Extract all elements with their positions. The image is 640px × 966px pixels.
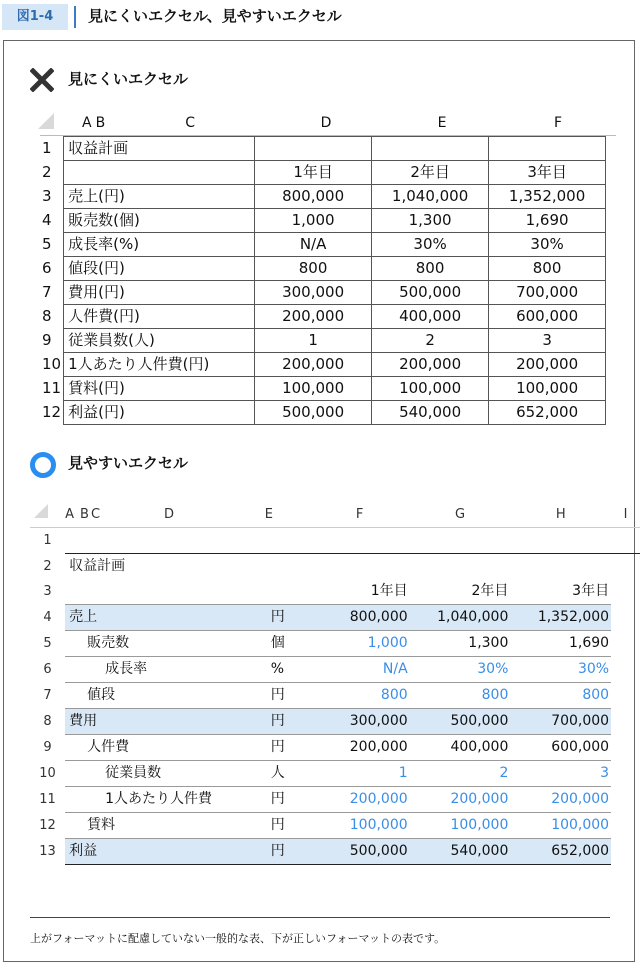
value-cell: 100,000 [510, 813, 611, 839]
table-row [30, 683, 640, 709]
value-cell-d: 200,000 [255, 305, 372, 329]
row-number: 3 [42, 187, 52, 205]
row-label: 従業員数 [65, 761, 265, 787]
bad-spreadsheet [40, 112, 616, 425]
table-row [40, 401, 606, 425]
value-cell-d: 300,000 [255, 281, 372, 305]
value-cell: 1,040,000 [410, 605, 511, 631]
unit-cell: 円 [265, 787, 310, 813]
blank-cell [65, 579, 265, 605]
col-header-d: D [268, 112, 384, 136]
value-cell-f: 652,000 [489, 401, 606, 425]
bad-section-heading: 見にくいエクセル [68, 70, 189, 88]
row-number: 7 [42, 283, 52, 301]
row-label: 1人あたり人件費 [65, 787, 265, 813]
value-cell: N/A [310, 657, 410, 683]
table-row [30, 813, 640, 839]
good-spreadsheet [30, 502, 640, 865]
figure-header [0, 0, 640, 30]
value-cell: 300,000 [310, 709, 410, 735]
circle-icon [30, 452, 56, 478]
row-number: 5 [43, 636, 52, 651]
table-row [40, 185, 606, 209]
table-row [40, 305, 606, 329]
row-label: 成長率 [65, 657, 265, 683]
row-number: 8 [43, 714, 52, 729]
table-row [30, 709, 640, 735]
value-cell: 700,000 [510, 709, 611, 735]
column-header-row [40, 112, 616, 136]
row-number: 9 [42, 331, 52, 349]
col-header-f: F [500, 112, 616, 136]
table-row [30, 528, 640, 554]
table-row [30, 657, 640, 683]
blank-cell [611, 683, 640, 709]
table-row [40, 257, 606, 281]
row-label: 利益 [65, 839, 265, 865]
value-cell: 3 [510, 761, 611, 787]
unit-cell: 円 [265, 709, 310, 735]
table-row [30, 761, 640, 787]
row-label-cell: 利益(円) [64, 401, 255, 425]
value-cell-e: 2年目 [372, 161, 489, 185]
value-cell: 800 [310, 683, 410, 709]
cross-icon [30, 68, 54, 92]
header-divider [74, 6, 76, 28]
value-cell: 2 [410, 761, 511, 787]
value-cell: 30% [410, 657, 511, 683]
row-label-cell: 賃料(円) [64, 377, 255, 401]
value-cell: 200,000 [310, 787, 410, 813]
blank-cell [611, 579, 640, 605]
value-cell: 1,352,000 [510, 605, 611, 631]
row-label-cell: 成長率(%) [64, 233, 255, 257]
row-number: 11 [42, 379, 62, 397]
value-cell: 200,000 [310, 735, 410, 761]
blank-cell [611, 631, 640, 657]
value-cell-e: 100,000 [372, 377, 489, 401]
table-row [30, 839, 640, 865]
row-label-cell: 売上(円) [64, 185, 255, 209]
table-row [40, 161, 606, 185]
table-row [30, 735, 640, 761]
year-header: 1年目 [310, 579, 410, 605]
blank-cell [611, 787, 640, 813]
blank-cell [611, 735, 640, 761]
value-cell-f: 1,690 [489, 209, 606, 233]
table-row [30, 605, 640, 631]
value-cell: 30% [510, 657, 611, 683]
row-label: 賃料 [65, 813, 265, 839]
row-number: 11 [39, 792, 56, 807]
value-cell: 400,000 [410, 735, 511, 761]
value-cell-e: 500,000 [372, 281, 489, 305]
row-number: 10 [42, 355, 62, 373]
good-section-heading: 見やすいエクセル [68, 454, 189, 472]
row-number: 10 [39, 766, 56, 781]
row-label-cell: 人件費(円) [64, 305, 255, 329]
column-header-row [30, 502, 640, 528]
year-header: 2年目 [410, 579, 511, 605]
blank-cell [611, 709, 640, 735]
value-cell-f: 600,000 [489, 305, 606, 329]
value-cell-e: 400,000 [372, 305, 489, 329]
value-cell-e: 800 [372, 257, 489, 281]
table-row [30, 631, 640, 657]
value-cell: 1,690 [510, 631, 611, 657]
row-number: 7 [43, 688, 52, 703]
row-label-cell: 従業員数(人) [64, 329, 255, 353]
row-number: 8 [42, 307, 52, 325]
row-label: 値段 [65, 683, 265, 709]
col-header-abc: A B C [60, 112, 268, 136]
col-header-h: H [510, 502, 611, 528]
value-cell-f: 3年目 [489, 161, 606, 185]
value-cell: 500,000 [410, 709, 511, 735]
row-number: 2 [42, 163, 52, 181]
value-cell: 600,000 [510, 735, 611, 761]
table-row [40, 233, 606, 257]
value-cell: 1 [310, 761, 410, 787]
table-row [40, 137, 606, 161]
col-header-g: G [410, 502, 511, 528]
unit-cell: 円 [265, 735, 310, 761]
table-row [30, 787, 640, 813]
sheet-title: 収益計画 [65, 554, 640, 580]
col-header-f: F [310, 502, 410, 528]
value-cell-e: 200,000 [372, 353, 489, 377]
row-number: 9 [43, 740, 52, 755]
table-row [40, 329, 606, 353]
year-header: 3年目 [510, 579, 611, 605]
row-label-cell: 収益計画 [64, 137, 255, 161]
value-cell-f [489, 137, 606, 161]
row-label: 売上 [65, 605, 265, 631]
unit-cell: 円 [265, 813, 310, 839]
value-cell-f: 1,352,000 [489, 185, 606, 209]
row-number: 4 [42, 211, 52, 229]
value-cell-d: N/A [255, 233, 372, 257]
col-header-i: I [611, 502, 640, 528]
value-cell-f: 800 [489, 257, 606, 281]
value-cell: 200,000 [410, 787, 511, 813]
blank-cell [611, 657, 640, 683]
value-cell-d: 100,000 [255, 377, 372, 401]
unit-cell: 個 [265, 631, 310, 657]
col-header-abcd: A B C D [65, 502, 265, 528]
row-number: 12 [39, 818, 56, 833]
value-cell: 800,000 [310, 605, 410, 631]
row-number: 6 [42, 259, 52, 277]
value-cell-d: 1,000 [255, 209, 372, 233]
table-row [40, 353, 606, 377]
table-row [30, 579, 640, 605]
row-label-cell: 値段(円) [64, 257, 255, 281]
row-number: 13 [39, 844, 56, 859]
row-number: 2 [43, 558, 52, 574]
figure-caption: 上がフォーマットに配慮していない一般的な表、下が正しいフォーマットの表です。 [30, 932, 446, 945]
value-cell: 1,000 [310, 631, 410, 657]
value-cell: 800 [410, 683, 511, 709]
value-cell-f: 3 [489, 329, 606, 353]
row-label-cell: 販売数(個) [64, 209, 255, 233]
row-number: 1 [42, 139, 52, 157]
table-row [40, 209, 606, 233]
row-number: 4 [43, 610, 52, 625]
value-cell-f: 30% [489, 233, 606, 257]
row-label: 販売数 [65, 631, 265, 657]
value-cell: 100,000 [310, 813, 410, 839]
figure-title: 見にくいエクセル、見やすいエクセル [88, 7, 342, 25]
value-cell-f: 200,000 [489, 353, 606, 377]
unit-cell: 円 [265, 605, 310, 631]
row-label-cell: 1人あたり人件費(円) [64, 353, 255, 377]
blank-cell [611, 813, 640, 839]
row-label-cell: 費用(円) [64, 281, 255, 305]
unit-cell: 円 [265, 683, 310, 709]
row-label: 費用 [65, 709, 265, 735]
value-cell-e: 1,300 [372, 209, 489, 233]
value-cell-d [255, 137, 372, 161]
row-number: 5 [42, 235, 52, 253]
row-number: 3 [43, 584, 52, 600]
value-cell: 100,000 [410, 813, 511, 839]
value-cell: 800 [510, 683, 611, 709]
table-row [30, 554, 640, 580]
table-row [40, 281, 606, 305]
value-cell-d: 800,000 [255, 185, 372, 209]
blank-cell [65, 528, 640, 554]
value-cell: 540,000 [410, 839, 511, 865]
blank-cell [611, 839, 640, 865]
value-cell-e: 1,040,000 [372, 185, 489, 209]
value-cell-e: 2 [372, 329, 489, 353]
table-row [40, 377, 606, 401]
value-cell-d: 200,000 [255, 353, 372, 377]
value-cell: 500,000 [310, 839, 410, 865]
value-cell-d: 500,000 [255, 401, 372, 425]
unit-cell: 円 [265, 839, 310, 865]
blank-cell [611, 605, 640, 631]
value-cell-d: 800 [255, 257, 372, 281]
blank-cell [611, 761, 640, 787]
row-label-cell [64, 161, 255, 185]
footer-rule [30, 917, 610, 918]
value-cell-e: 540,000 [372, 401, 489, 425]
blank-cell [265, 579, 310, 605]
value-cell-e [372, 137, 489, 161]
value-cell: 1,300 [410, 631, 511, 657]
value-cell-d: 1 [255, 329, 372, 353]
value-cell: 200,000 [510, 787, 611, 813]
unit-cell: 人 [265, 761, 310, 787]
unit-cell: % [265, 657, 310, 683]
value-cell-f: 100,000 [489, 377, 606, 401]
value-cell-e: 30% [372, 233, 489, 257]
row-number: 1 [43, 533, 52, 549]
row-number: 6 [43, 662, 52, 677]
row-label: 人件費 [65, 735, 265, 761]
value-cell-d: 1年目 [255, 161, 372, 185]
value-cell-f: 700,000 [489, 281, 606, 305]
col-header-e: E [265, 502, 310, 528]
figure-label: 図1-4 [2, 4, 68, 30]
row-number: 12 [42, 403, 62, 421]
col-header-e: E [384, 112, 500, 136]
value-cell: 652,000 [510, 839, 611, 865]
